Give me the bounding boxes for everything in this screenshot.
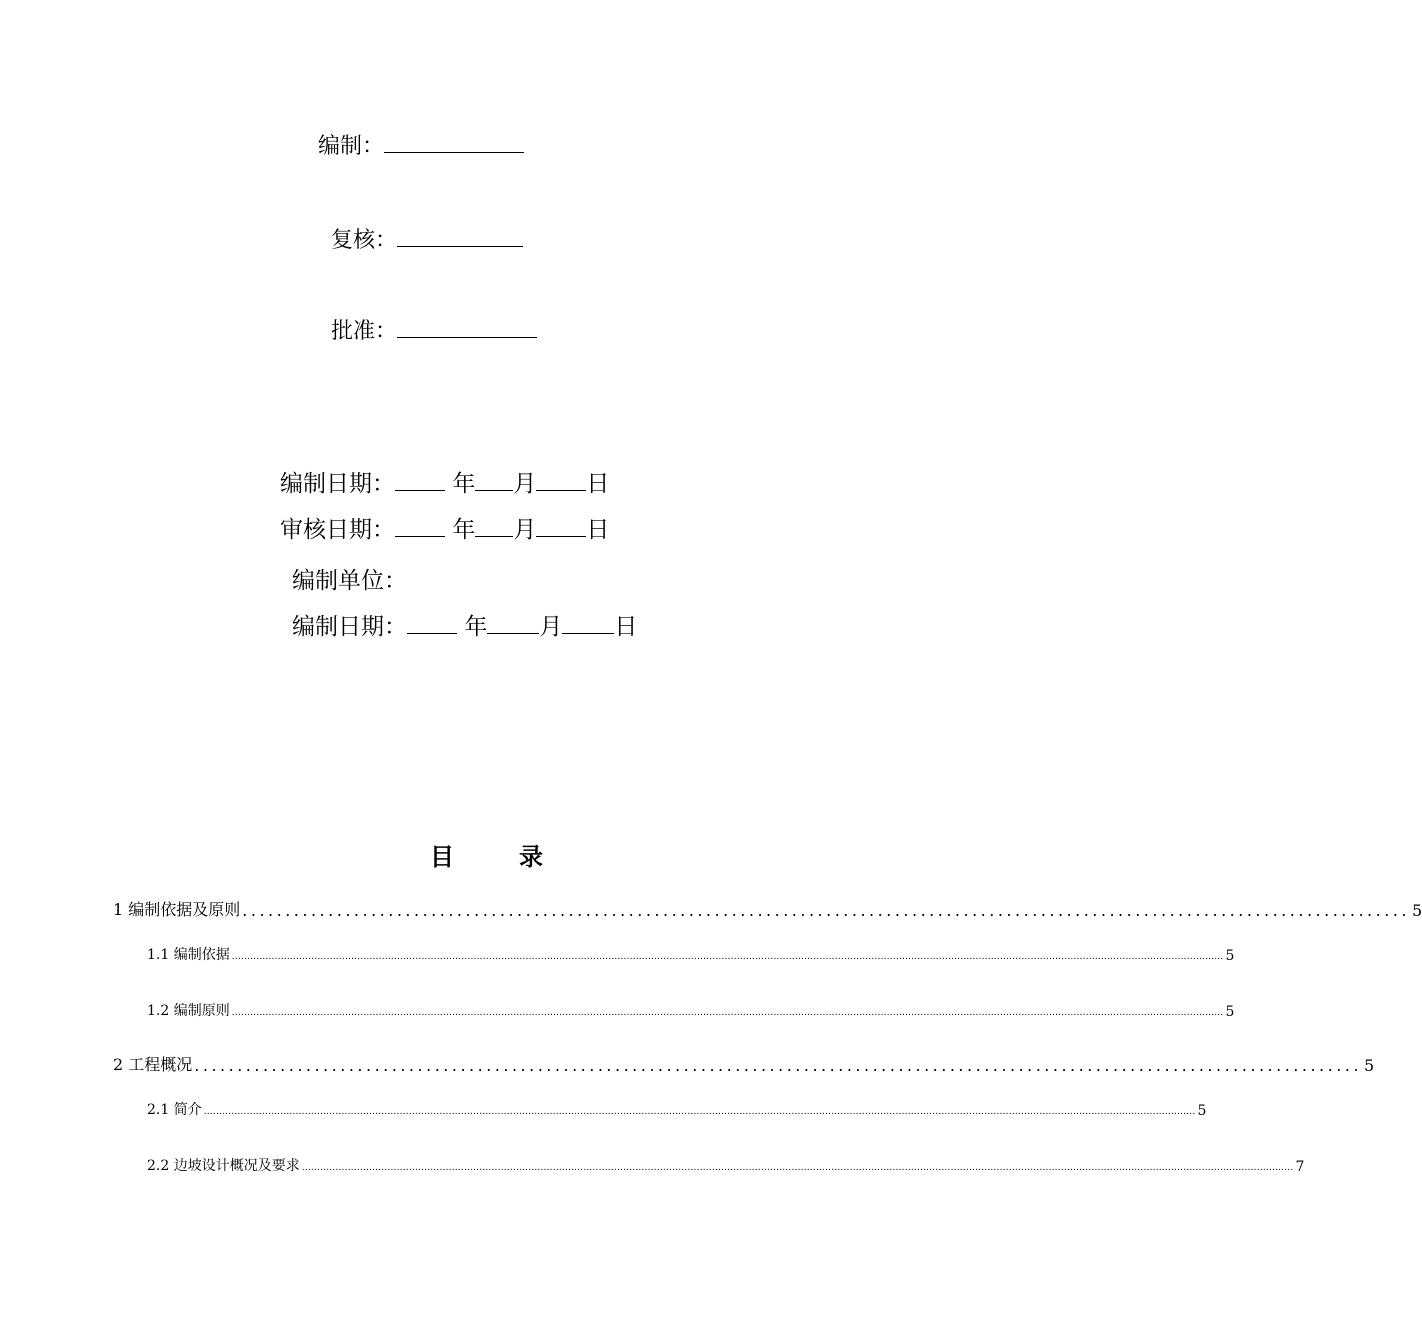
day-label: 日: [614, 614, 638, 640]
compiler-label: 编制：: [318, 134, 385, 159]
toc-entry[interactable]: [147, 944, 1235, 964]
toc-page-number: 5: [1225, 1004, 1235, 1020]
toc-entry-text: 1 编制依据及原则: [113, 900, 241, 919]
toc-page-number: 5: [1197, 1103, 1207, 1119]
toc-entry[interactable]: [113, 897, 1422, 920]
toc-entry-text: 1.1 编制依据: [147, 947, 230, 963]
compile-date-line: [280, 469, 609, 499]
unit-label: 编制单位：: [292, 568, 407, 594]
compile-date-label: 编制日期：: [280, 471, 395, 497]
toc-entry-text: 1.2 编制原则: [147, 1003, 230, 1019]
approver-blank[interactable]: [397, 315, 537, 338]
toc-entry[interactable]: [147, 1155, 1305, 1175]
toc-entry[interactable]: [147, 1000, 1235, 1020]
review-date-label: 审核日期：: [280, 517, 395, 543]
reviewer-signature-line: [331, 224, 523, 256]
toc-page-number: 5: [1225, 948, 1235, 964]
compile2-year-blank[interactable]: [407, 613, 457, 634]
month-label: 月: [539, 614, 563, 640]
month-label: 月: [513, 471, 537, 497]
approver-signature-line: [331, 315, 537, 347]
review-date-line: [280, 515, 609, 545]
review-year-blank[interactable]: [395, 516, 445, 537]
reviewer-blank[interactable]: [397, 224, 523, 247]
compile-month-blank[interactable]: [475, 470, 513, 491]
compiler-blank[interactable]: [384, 130, 524, 153]
compile2-month-blank[interactable]: [487, 613, 539, 634]
compile-year-blank[interactable]: [395, 470, 445, 491]
review-month-blank[interactable]: [475, 516, 513, 537]
year-label: 年: [452, 517, 476, 543]
toc-leader-dots: ........................................................................................................................................: [194, 1056, 1362, 1075]
reviewer-label: 复核：: [331, 228, 398, 253]
compile-date-line-2: [292, 612, 637, 642]
review-day-blank[interactable]: [536, 516, 586, 537]
toc-entry[interactable]: [147, 1099, 1207, 1119]
year-label: 年: [452, 471, 476, 497]
toc-entry-text: 2.1 简介: [147, 1102, 202, 1118]
toc-leader-dots: ....................................................................................................................................................................................................................................................................................................................................: [231, 952, 1224, 962]
toc-entry-text: 2.2 边坡设计概况及要求: [147, 1158, 300, 1174]
year-label: 年: [464, 614, 488, 640]
toc-entry-text: 2 工程概况: [113, 1055, 193, 1074]
compile-day-blank[interactable]: [536, 470, 586, 491]
compile-date2-label: 编制日期：: [292, 614, 407, 640]
compile2-day-blank[interactable]: [562, 613, 614, 634]
toc-leader-dots: ........................................................................................................................................: [242, 901, 1410, 920]
day-label: 日: [586, 517, 610, 543]
month-label: 月: [513, 517, 537, 543]
compiler-signature-line: [318, 130, 524, 162]
toc-leader-dots: ....................................................................................................................................................................................................................................................................................................................................: [203, 1107, 1196, 1117]
toc-title-left: 目: [430, 843, 454, 871]
unit-line: [292, 566, 407, 596]
toc-entry[interactable]: [113, 1052, 1375, 1075]
toc-leader-dots: ....................................................................................................................................................................................................................................................................................................................................: [301, 1163, 1294, 1173]
day-label: 日: [586, 471, 610, 497]
toc-page-number: 5: [1363, 1056, 1375, 1075]
toc-title-right: 录: [519, 843, 543, 871]
toc-page-number: 5: [1411, 901, 1422, 920]
toc-page-number: 7: [1295, 1159, 1305, 1175]
toc-leader-dots: ....................................................................................................................................................................................................................................................................................................................................: [231, 1008, 1224, 1018]
approver-label: 批准：: [331, 319, 398, 344]
